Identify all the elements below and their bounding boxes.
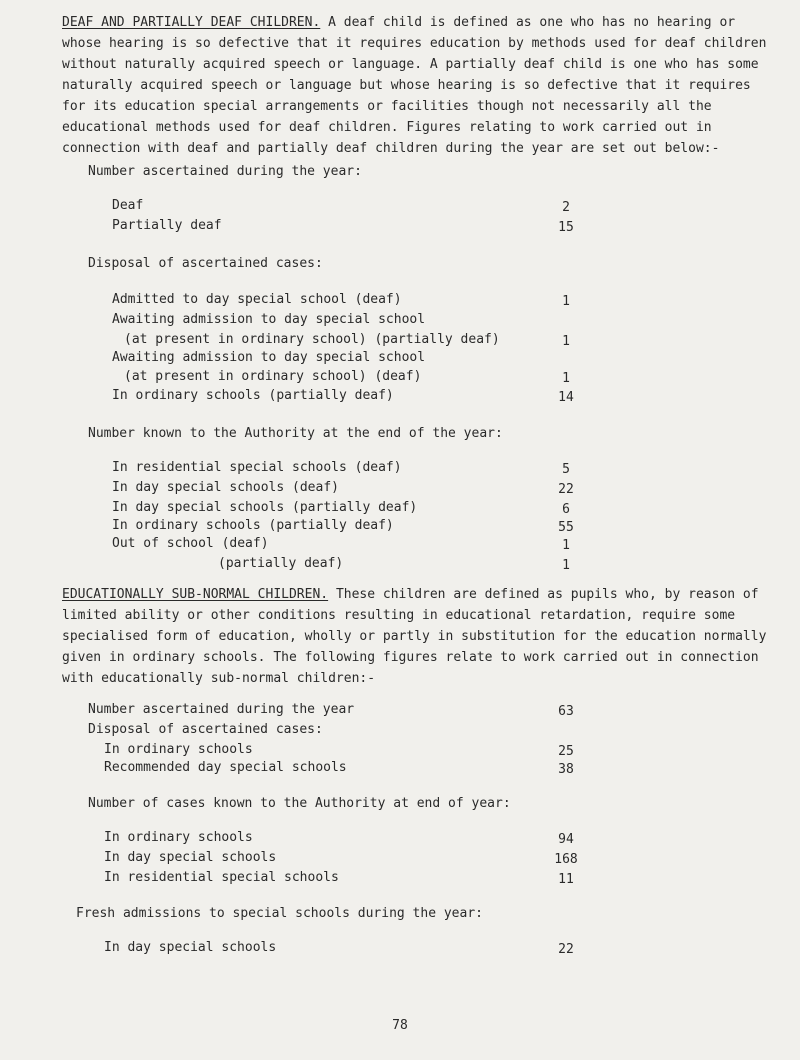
- esn-ascertained-label: Number ascertained during the year: [88, 702, 355, 717]
- esn-fresh-row-label: In day special schools: [104, 940, 277, 955]
- esn-disposal-row-label: In ordinary schools: [104, 742, 253, 757]
- partially-deaf-ascertained-label: Partially deaf: [112, 218, 222, 233]
- disposal-row-label: In ordinary schools (partially deaf): [112, 388, 394, 403]
- esn-known-row-value: 11: [558, 872, 574, 887]
- known-row-label: Out of school (deaf): [112, 536, 269, 551]
- deaf-known-title: Number known to the Authority at the end of the year:: [88, 426, 503, 441]
- esn-intro-text: These children are defined as pupils who, by reason of limited ability or other conditions resulting in educational retardation, require some specialised form of education, wholly or partly in substitution for the education normally given in ordinary schools. The following figures relate to work carried out in connection with educationally sub-normal children:-: [62, 587, 767, 686]
- esn-ascertained-value: 63: [558, 704, 574, 719]
- disposal-row-value: 1: [562, 294, 570, 309]
- esn-section-heading: EDUCATIONALLY SUB-NORMAL CHILDREN.: [62, 587, 329, 602]
- disposal-row-value: 14: [558, 390, 574, 405]
- disposal-row-label-cont: (at present in ordinary school) (partially deaf): [124, 332, 500, 347]
- esn-known-row-label: In day special schools: [104, 850, 277, 865]
- esn-fresh-row-value: 22: [558, 942, 574, 957]
- disposal-row-value: 1: [562, 371, 570, 386]
- known-row-label: In ordinary schools (partially deaf): [112, 518, 394, 533]
- page-number: 78: [392, 1018, 408, 1033]
- known-row-value: 1: [562, 558, 570, 573]
- esn-known-title: Number of cases known to the Authority at end of year:: [88, 796, 511, 811]
- deaf-disposal-title: Disposal of ascertained cases:: [88, 256, 323, 271]
- deaf-section-heading: DEAF AND PARTIALLY DEAF CHILDREN.: [62, 15, 321, 30]
- deaf-intro-paragraph: [62, 12, 772, 159]
- known-row-value: 5: [562, 462, 570, 477]
- known-row-label: In day special schools (partially deaf): [112, 500, 418, 515]
- esn-fresh-title: Fresh admissions to special schools during the year:: [76, 906, 483, 921]
- disposal-row-label-cont: (at present in ordinary school) (deaf): [124, 369, 422, 384]
- disposal-row-label: Awaiting admission to day special school: [112, 350, 426, 365]
- esn-disposal-title: Disposal of ascertained cases:: [88, 722, 323, 737]
- esn-known-row-value: 94: [558, 832, 574, 847]
- esn-intro-paragraph: [62, 584, 772, 689]
- deaf-ascertained-value: 2: [562, 200, 570, 215]
- esn-known-row-label: In ordinary schools: [104, 830, 253, 845]
- partially-deaf-ascertained-value: 15: [558, 220, 574, 235]
- esn-disposal-row-value: 38: [558, 762, 574, 777]
- disposal-row-value: 1: [562, 334, 570, 349]
- disposal-row-label: Awaiting admission to day special school: [112, 312, 426, 327]
- esn-known-row-value: 168: [554, 852, 578, 867]
- known-row-label: In day special schools (deaf): [112, 480, 339, 495]
- known-row-value: 22: [558, 482, 574, 497]
- disposal-row-label: Admitted to day special school (deaf): [112, 292, 402, 307]
- known-row-value: 6: [562, 502, 570, 517]
- esn-disposal-row-value: 25: [558, 744, 574, 759]
- known-row-value: 55: [558, 520, 574, 535]
- esn-disposal-row-label: Recommended day special schools: [104, 760, 347, 775]
- known-row-label: (partially deaf): [218, 556, 344, 571]
- known-row-value: 1: [562, 538, 570, 553]
- esn-known-row-label: In residential special schools: [104, 870, 339, 885]
- deaf-ascertained-title: Number ascertained during the year:: [88, 164, 362, 179]
- deaf-intro-text: A deaf child is defined as one who has no hearing or whose hearing is so defective that it requires education by methods used for deaf children without naturally acquired speech or language. A partially deaf child is one who has some naturally acquired speech or language but whose hearing is so defective that it requires for its education special arrangements or facilities though not necessarily all the educational methods used for deaf children. Figures relating to work carried out in connection with deaf and partially deaf children during the year are set out below:-: [62, 15, 767, 156]
- deaf-ascertained-label: Deaf: [112, 198, 144, 213]
- known-row-label: In residential special schools (deaf): [112, 460, 402, 475]
